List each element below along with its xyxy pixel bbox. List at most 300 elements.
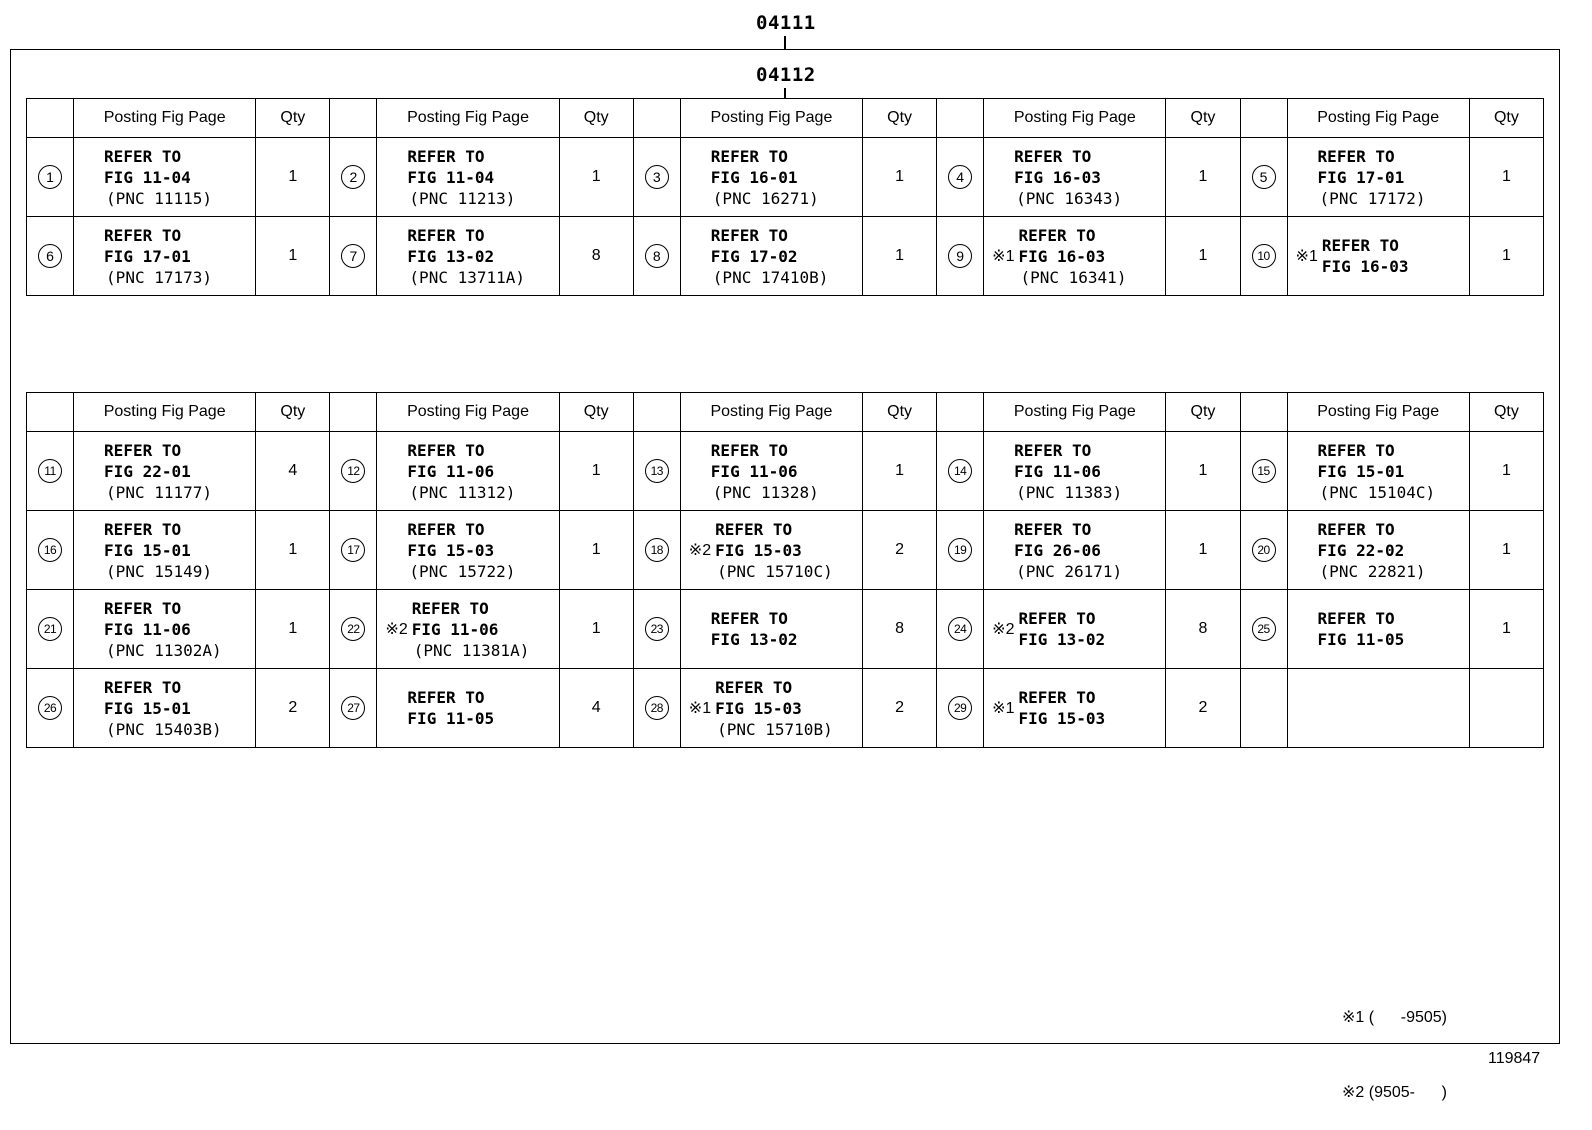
fig-line: FIG 11-06 (407, 461, 495, 481)
pnc-line: (PNC 15722) (409, 561, 516, 581)
item-number-circle: 27 (341, 696, 365, 720)
item-number-cell (633, 669, 680, 748)
refer-to-line: REFER TO (1018, 225, 1096, 245)
reference-cell (680, 138, 862, 217)
item-number-cell (937, 669, 984, 748)
item-number-cell (330, 511, 377, 590)
fig-line: FIG 15-03 (407, 540, 495, 560)
reference-text (711, 146, 819, 209)
reference-block (984, 511, 1165, 589)
header-posting-fig-page: Posting Fig Page (680, 393, 862, 432)
item-number-circle: 1 (38, 165, 62, 189)
item-number-cell (27, 511, 74, 590)
item-number-cell (1240, 511, 1287, 590)
item-number-cell (1240, 138, 1287, 217)
reference-cell (680, 511, 862, 590)
item-number-circle: 28 (645, 696, 669, 720)
header-blank-cell (330, 99, 377, 138)
item-number-circle: 19 (948, 538, 972, 562)
header-posting-fig-page: Posting Fig Page (1287, 393, 1469, 432)
reference-cell (1287, 590, 1469, 669)
refer-to-line: REFER TO (715, 677, 793, 697)
qty-cell: 8 (863, 590, 937, 669)
item-number-circle: 16 (38, 538, 62, 562)
header-blank-cell (27, 393, 74, 432)
reference-text (407, 146, 515, 209)
item-number-cell (27, 432, 74, 511)
item-number-circle: 3 (645, 165, 669, 189)
table-row (27, 217, 1544, 296)
drawing-id: 119847 (1488, 1050, 1541, 1067)
fig-line: FIG 17-02 (710, 246, 798, 266)
header-qty: Qty (1166, 99, 1240, 138)
item-number-circle: 6 (38, 244, 62, 268)
fig-line: FIG 22-02 (1317, 540, 1405, 560)
item-number-cell (27, 590, 74, 669)
qty-cell: 1 (256, 511, 330, 590)
pnc-line: (PNC 15403B) (106, 719, 222, 739)
pnc-line: (PNC 11312) (409, 482, 516, 502)
refer-to-line: REFER TO (104, 519, 182, 539)
qty-cell: 1 (256, 217, 330, 296)
refer-to-line: REFER TO (1321, 236, 1399, 255)
qty-cell: 4 (559, 669, 633, 748)
reference-cell (680, 590, 862, 669)
reference-block (1288, 511, 1469, 589)
item-number-circle: 18 (645, 538, 669, 562)
item-number-cell (330, 669, 377, 748)
item-number-cell (1240, 217, 1287, 296)
reference-text (1018, 608, 1105, 650)
reference-block (377, 138, 558, 216)
pnc-line: (PNC 13711A) (409, 267, 526, 287)
header-posting-fig-page: Posting Fig Page (377, 393, 559, 432)
item-number-circle: 26 (38, 696, 62, 720)
item-number-circle: 13 (645, 459, 669, 483)
header-qty: Qty (559, 393, 633, 432)
reference-text (1014, 519, 1122, 582)
refer-to-line: REFER TO (104, 598, 182, 618)
item-number-cell (633, 511, 680, 590)
fig-line: FIG 15-01 (104, 540, 191, 560)
period-mark: ※2 (992, 621, 1015, 638)
item-number-circle: 8 (645, 244, 669, 268)
qty-cell: 1 (1469, 432, 1543, 511)
pnc-line: (PNC 17172) (1319, 188, 1426, 208)
reference-text (1322, 235, 1409, 277)
pnc-line: (PNC 15710B) (717, 719, 833, 739)
reference-cell (377, 511, 559, 590)
item-number-circle: 15 (1252, 459, 1276, 483)
refer-to-line: REFER TO (1317, 609, 1395, 628)
reference-block (681, 669, 862, 747)
fig-line: FIG 11-06 (1014, 461, 1101, 481)
item-number-cell (330, 590, 377, 669)
reference-cell (377, 432, 559, 511)
header-posting-fig-page: Posting Fig Page (984, 99, 1166, 138)
item-number-circle: 25 (1252, 617, 1276, 641)
qty-cell: 1 (256, 138, 330, 217)
header-blank-cell (1240, 99, 1287, 138)
qty-cell: 1 (863, 217, 937, 296)
reference-block (984, 590, 1165, 668)
period-mark: ※1 (992, 700, 1015, 717)
reference-text (1318, 440, 1436, 503)
header-row (27, 99, 1544, 138)
header-blank-cell (1240, 393, 1287, 432)
qty-cell: 1 (1469, 590, 1543, 669)
item-number-circle: 4 (948, 165, 972, 189)
reference-text (1318, 146, 1426, 209)
qty-cell: 1 (559, 432, 633, 511)
reference-block (74, 511, 255, 589)
qty-cell: 8 (1166, 590, 1240, 669)
fig-line: FIG 15-03 (1018, 709, 1106, 728)
item-number-circle: 7 (341, 244, 365, 268)
qty-cell: 1 (559, 511, 633, 590)
refer-to-line: REFER TO (407, 225, 485, 245)
header-qty: Qty (1166, 393, 1240, 432)
header-qty: Qty (1469, 99, 1543, 138)
qty-cell: 1 (256, 590, 330, 669)
item-number-circle: 21 (38, 617, 62, 641)
refer-to-line: REFER TO (1018, 609, 1096, 628)
reference-cell (680, 669, 862, 748)
header-blank-cell (633, 99, 680, 138)
code-04111: 04111 (756, 12, 816, 34)
pnc-line: (PNC 11383) (1016, 482, 1123, 502)
refer-to-line: REFER TO (1317, 440, 1395, 460)
qty-cell: 2 (863, 511, 937, 590)
footnote-2: ※2 (9505- ) (1342, 1084, 1447, 1101)
reference-block (984, 217, 1165, 295)
item-number-cell (330, 432, 377, 511)
reference-text (711, 440, 819, 503)
qty-cell: 1 (559, 138, 633, 217)
header-posting-fig-page: Posting Fig Page (74, 99, 256, 138)
refer-to-line: REFER TO (407, 146, 485, 166)
fig-line: FIG 15-03 (715, 698, 802, 718)
table-row (27, 590, 1544, 669)
footnote-1: ※1 ( -9505) (1342, 1009, 1447, 1026)
refer-to-line: REFER TO (1014, 146, 1092, 166)
item-number-cell (330, 217, 377, 296)
reference-text (1318, 519, 1426, 582)
fig-line: FIG 13-02 (1018, 630, 1106, 649)
item-number-cell (1240, 590, 1287, 669)
qty-cell: 1 (1166, 432, 1240, 511)
pnc-line: (PNC 11177) (106, 482, 213, 502)
fig-line: FIG 26-06 (1014, 540, 1101, 560)
reference-cell (74, 217, 256, 296)
fig-line: FIG 17-01 (104, 246, 191, 266)
reference-block (377, 511, 558, 589)
qty-cell: 1 (863, 432, 937, 511)
pnc-line: (PNC 15104C) (1319, 482, 1436, 502)
pnc-line: (PNC 11328) (712, 482, 819, 502)
item-number-circle: 29 (948, 696, 972, 720)
refer-to-line: REFER TO (1317, 146, 1395, 166)
item-number-cell (1240, 669, 1287, 748)
qty-cell: 1 (1469, 217, 1543, 296)
item-number-circle: 2 (341, 165, 365, 189)
table-row (27, 669, 1544, 748)
reference-table-1 (26, 98, 1544, 296)
item-number-circle: 22 (341, 617, 365, 641)
item-number-cell (937, 511, 984, 590)
fig-line: FIG 16-03 (1014, 167, 1101, 187)
fig-line: FIG 11-04 (104, 167, 191, 187)
reference-cell (984, 590, 1166, 669)
refer-to-line: REFER TO (1014, 519, 1092, 539)
qty-cell: 2 (863, 669, 937, 748)
reference-cell (1287, 511, 1469, 590)
item-number-circle: 10 (1252, 244, 1276, 268)
reference-block (1288, 590, 1469, 668)
reference-block (681, 432, 862, 510)
refer-to-line: REFER TO (710, 225, 788, 245)
refer-to-line: REFER TO (1014, 440, 1092, 460)
reference-block (681, 511, 862, 589)
reference-block (984, 669, 1165, 747)
reference-text (104, 519, 212, 582)
table-row (27, 432, 1544, 511)
item-number-cell (27, 138, 74, 217)
reference-block (74, 432, 255, 510)
pnc-line: (PNC 16343) (1016, 188, 1123, 208)
reference-text (711, 225, 829, 288)
reference-text (1014, 440, 1122, 503)
item-number-cell (27, 669, 74, 748)
reference-cell (74, 432, 256, 511)
refer-to-line: REFER TO (710, 609, 788, 628)
fig-line: FIG 15-03 (715, 540, 802, 560)
fig-line: FIG 15-01 (1317, 461, 1405, 481)
pnc-line: (PNC 15710C) (717, 561, 833, 581)
item-number-cell (633, 217, 680, 296)
refer-to-line: REFER TO (104, 225, 182, 245)
reference-cell (74, 669, 256, 748)
item-number-circle: 20 (1252, 538, 1276, 562)
period-mark: ※1 (1295, 248, 1318, 265)
footnotes (1342, 955, 1447, 1130)
qty-cell: 2 (1166, 669, 1240, 748)
item-number-circle: 11 (38, 459, 62, 483)
reference-text (1018, 225, 1126, 288)
fig-line: FIG 15-01 (104, 698, 191, 718)
header-row (27, 393, 1544, 432)
item-number-circle: 5 (1252, 165, 1276, 189)
qty-cell: 2 (256, 669, 330, 748)
fig-line: FIG 16-03 (1018, 246, 1106, 266)
fig-line: FIG 11-06 (104, 619, 191, 639)
reference-cell (1287, 669, 1469, 748)
header-qty: Qty (863, 393, 937, 432)
reference-block (377, 432, 558, 510)
item-number-cell (330, 138, 377, 217)
reference-cell (377, 138, 559, 217)
reference-cell (984, 432, 1166, 511)
pnc-line: (PNC 26171) (1016, 561, 1123, 581)
pnc-line: (PNC 11115) (106, 188, 213, 208)
fig-line: FIG 16-01 (710, 167, 798, 187)
pnc-line: (PNC 11381A) (413, 640, 530, 660)
item-number-cell (633, 590, 680, 669)
header-posting-fig-page: Posting Fig Page (1287, 99, 1469, 138)
header-qty: Qty (256, 393, 330, 432)
pnc-line: (PNC 11213) (409, 188, 516, 208)
pnc-line: (PNC 11302A) (106, 640, 222, 660)
reference-block (1288, 138, 1469, 216)
header-blank-cell (27, 99, 74, 138)
refer-to-line: REFER TO (715, 519, 793, 539)
table-row (27, 511, 1544, 590)
qty-cell: 1 (1166, 511, 1240, 590)
refer-to-line: REFER TO (407, 688, 485, 707)
qty-cell: 1 (559, 590, 633, 669)
header-qty: Qty (559, 99, 633, 138)
fig-line: FIG 16-03 (1321, 257, 1409, 276)
header-posting-fig-page: Posting Fig Page (984, 393, 1166, 432)
item-number-circle: 23 (645, 617, 669, 641)
refer-to-line: REFER TO (104, 440, 182, 460)
reference-block (377, 669, 558, 747)
pnc-line: (PNC 17173) (106, 267, 213, 287)
reference-block (377, 590, 558, 668)
header-posting-fig-page: Posting Fig Page (377, 99, 559, 138)
fig-line: FIG 17-01 (1317, 167, 1405, 187)
period-mark: ※2 (688, 542, 712, 559)
item-number-circle: 12 (341, 459, 365, 483)
refer-to-line: REFER TO (411, 598, 489, 618)
qty-cell: 1 (1166, 217, 1240, 296)
refer-to-line: REFER TO (710, 440, 788, 460)
reference-cell (377, 669, 559, 748)
reference-block (74, 138, 255, 216)
item-number-cell (633, 138, 680, 217)
fig-line: FIG 13-02 (710, 630, 798, 649)
reference-cell (1287, 138, 1469, 217)
reference-block (377, 217, 558, 295)
reference-cell (377, 590, 559, 669)
period-mark: ※2 (385, 621, 408, 638)
pnc-line: (PNC 17410B) (712, 267, 829, 287)
refer-to-line: REFER TO (104, 677, 182, 697)
fig-line: FIG 11-05 (407, 709, 495, 728)
reference-cell (377, 217, 559, 296)
reference-text (1014, 146, 1122, 209)
reference-text (715, 677, 833, 740)
reference-text (407, 519, 515, 582)
reference-text (104, 225, 212, 288)
header-qty: Qty (256, 99, 330, 138)
reference-cell (984, 669, 1166, 748)
refer-to-line: REFER TO (1317, 519, 1395, 539)
reference-block (984, 432, 1165, 510)
fig-line: FIG 22-01 (104, 461, 191, 481)
qty-cell (1469, 669, 1543, 748)
reference-text (407, 225, 525, 288)
reference-text (1018, 687, 1105, 729)
qty-cell: 8 (559, 217, 633, 296)
qty-cell: 1 (1469, 511, 1543, 590)
reference-block (74, 590, 255, 668)
item-number-cell (937, 432, 984, 511)
pnc-line: (PNC 15149) (106, 561, 213, 581)
reference-cell (680, 217, 862, 296)
header-blank-cell (330, 393, 377, 432)
reference-text (1318, 608, 1405, 650)
item-number-circle: 9 (948, 244, 972, 268)
reference-text (715, 519, 833, 582)
fig-line: FIG 11-06 (710, 461, 798, 481)
reference-block (681, 590, 862, 668)
reference-text (711, 608, 798, 650)
qty-cell: 4 (256, 432, 330, 511)
reference-block (984, 138, 1165, 216)
reference-text (104, 146, 212, 209)
pnc-line: (PNC 22821) (1319, 561, 1426, 581)
qty-cell: 1 (1166, 138, 1240, 217)
fig-line: FIG 13-02 (407, 246, 495, 266)
header-blank-cell (937, 99, 984, 138)
period-mark: ※1 (992, 248, 1015, 265)
refer-to-line: REFER TO (407, 519, 485, 539)
header-posting-fig-page: Posting Fig Page (74, 393, 256, 432)
reference-text (104, 677, 222, 740)
item-number-circle: 17 (341, 538, 365, 562)
refer-to-line: REFER TO (407, 440, 485, 460)
reference-cell (74, 511, 256, 590)
reference-text (407, 687, 494, 729)
pnc-line: (PNC 16341) (1020, 267, 1127, 287)
reference-cell (74, 138, 256, 217)
reference-cell (1287, 432, 1469, 511)
item-number-cell (27, 217, 74, 296)
refer-to-line: REFER TO (1018, 688, 1096, 707)
item-number-cell (633, 432, 680, 511)
header-blank-cell (937, 393, 984, 432)
header-posting-fig-page: Posting Fig Page (680, 99, 862, 138)
fig-line: FIG 11-05 (1317, 630, 1405, 649)
header-qty: Qty (1469, 393, 1543, 432)
item-number-cell (937, 590, 984, 669)
qty-cell: 1 (1469, 138, 1543, 217)
fig-line: FIG 11-04 (407, 167, 495, 187)
reference-text (104, 440, 212, 503)
reference-block (1288, 432, 1469, 510)
fig-line: FIG 11-06 (411, 619, 499, 639)
qty-cell: 1 (863, 138, 937, 217)
period-mark: ※1 (688, 700, 712, 717)
item-number-cell (937, 138, 984, 217)
refer-to-line: REFER TO (710, 146, 788, 166)
reference-block (681, 138, 862, 216)
item-number-cell (1240, 432, 1287, 511)
reference-text (104, 598, 222, 661)
code-04112: 04112 (756, 64, 816, 86)
header-blank-cell (633, 393, 680, 432)
reference-text (412, 598, 530, 661)
reference-block (74, 217, 255, 295)
table-row (27, 138, 1544, 217)
reference-cell (1287, 217, 1469, 296)
reference-cell (680, 432, 862, 511)
reference-block (681, 217, 862, 295)
item-number-circle: 14 (948, 459, 972, 483)
reference-table-2 (26, 392, 1544, 748)
reference-block (1288, 217, 1469, 295)
